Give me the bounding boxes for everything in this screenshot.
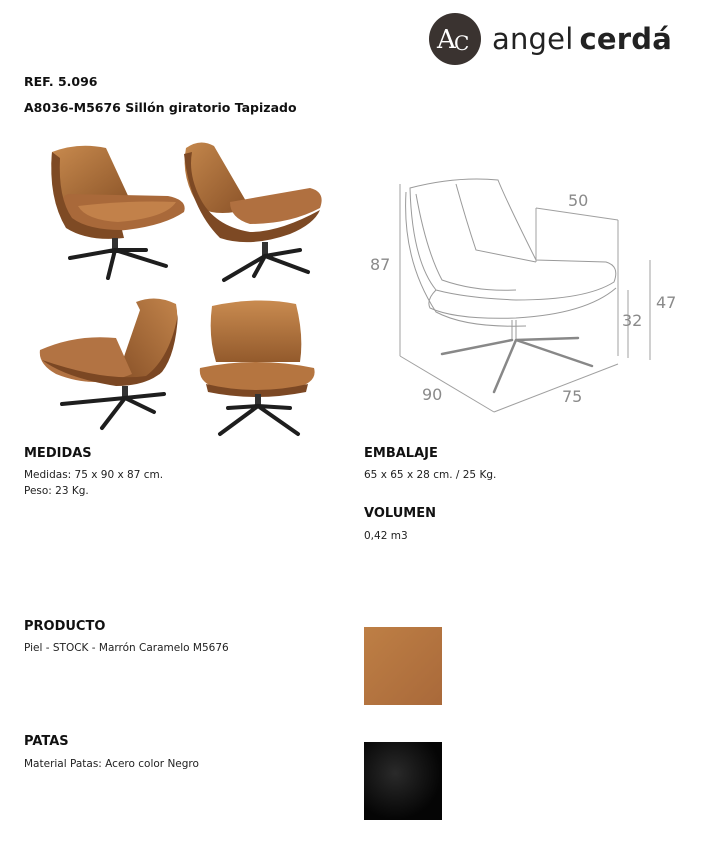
brand-name-light: angel [492,22,574,56]
embalaje-heading: EMBALAJE [364,446,438,461]
medidas-dimensions: Medidas: 75 x 90 x 87 cm. [24,469,164,481]
leg-color-swatch [364,742,442,820]
brand-logo [428,10,690,70]
embalaje-value: 65 x 65 x 28 cm. / 25 Kg. [364,469,497,481]
dimension-height-label: 87 [370,255,391,274]
chair-photo-front-left [38,138,190,282]
brand-monogram-icon [428,12,482,66]
product-title: A8036-M5676 Sillón giratorio Tapizado [24,100,297,115]
volumen-heading: VOLUMEN [364,506,436,521]
leather-color-swatch [364,627,442,705]
chair-photo-back [36,294,184,434]
volumen-value: 0,42 m3 [364,530,408,542]
svg-text:C: C [454,31,470,55]
dimension-arm-height-label: 47 [656,293,677,312]
svg-text:A: A [437,25,456,55]
chair-photo-front [196,296,320,438]
chair-photo-side [180,138,326,286]
patas-value: Material Patas: Acero color Negro [24,758,199,770]
dimension-drawing [366,170,692,418]
brand-wordmark [492,24,672,54]
producto-heading: PRODUCTO [24,619,106,634]
medidas-weight: Peso: 23 Kg. [24,485,89,497]
dimension-seat-height-label: 32 [622,311,643,330]
product-reference: REF. 5.096 [24,74,98,89]
dimension-front-width-label: 75 [562,387,583,406]
patas-heading: PATAS [24,734,69,749]
dimension-width-label: 90 [422,385,443,404]
dimension-depth-label: 50 [568,191,589,210]
medidas-heading: MEDIDAS [24,446,92,461]
producto-value: Piel - STOCK - Marrón Caramelo M5676 [24,642,229,654]
brand-name-bold: cerdá [579,22,672,56]
